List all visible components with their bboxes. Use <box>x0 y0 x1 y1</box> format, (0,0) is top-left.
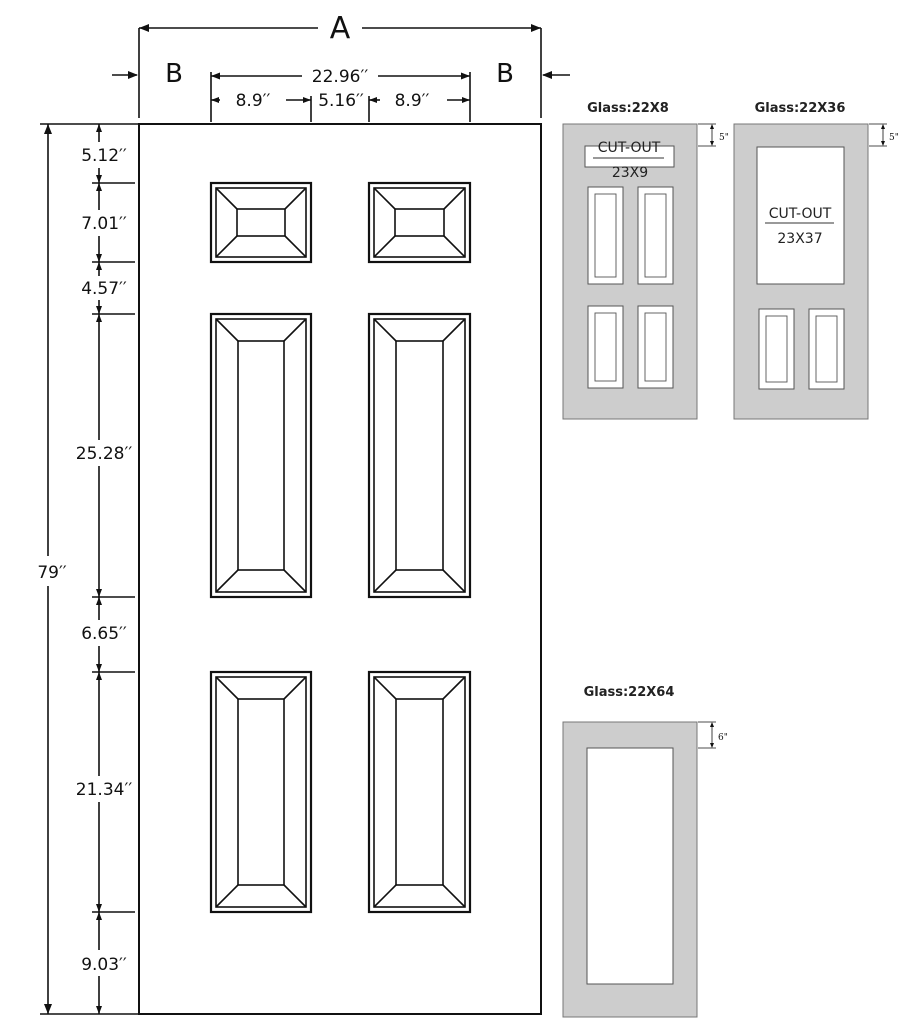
height-segment-5: 6.65′′ <box>81 624 127 644</box>
width-label-a: A <box>329 11 351 46</box>
width-dimensions <box>112 11 570 122</box>
variant-3-cutout <box>587 748 673 984</box>
width-right-panel-label: 8.9′′ <box>394 91 430 111</box>
variant-3-title: Glass:22X64 <box>583 685 675 700</box>
stile-label-left: B <box>165 59 183 89</box>
height-segment-7: 9.03′′ <box>81 955 127 975</box>
variant-2-top-offset: 5" <box>889 133 899 143</box>
height-segment-6: 21.34′′ <box>75 780 133 800</box>
height-dimensions <box>37 124 138 1014</box>
width-inner-label: 22.96′′ <box>311 67 369 87</box>
variant-1-cutout-label: CUT-OUT <box>597 140 661 156</box>
variant-2-cutout-label: CUT-OUT <box>768 206 832 222</box>
door-outline <box>139 124 541 1014</box>
panel-middle-left <box>211 314 311 597</box>
height-segment-3: 4.57′′ <box>81 279 127 299</box>
panel-top-right <box>369 183 470 262</box>
panel-top-left <box>211 183 311 262</box>
variant-glass-22x36 <box>734 101 899 419</box>
width-left-panel-label: 8.9′′ <box>235 91 271 111</box>
width-mullion-label: 5.16′′ <box>318 91 364 111</box>
variant-3-top-offset: 6" <box>718 733 728 743</box>
variant-2-cutout-size: 23X37 <box>777 231 823 247</box>
height-segment-4: 25.28′′ <box>75 444 133 464</box>
variant-1-cutout-size: 23X9 <box>611 165 649 181</box>
panel-middle-right <box>369 314 470 597</box>
variant-1-top-offset: 5" <box>719 133 729 143</box>
height-segment-1: 5.12′′ <box>81 146 127 166</box>
variant-glass-22x8 <box>563 101 729 419</box>
height-segment-2: 7.01′′ <box>81 214 127 234</box>
stile-label-right: B <box>496 59 514 89</box>
panel-bottom-left <box>211 672 311 912</box>
main-door <box>139 124 541 1014</box>
height-total-label: 79′′ <box>37 563 67 583</box>
variant-2-title: Glass:22X36 <box>754 101 846 116</box>
variant-glass-22x64 <box>563 685 728 1017</box>
panel-bottom-right <box>369 672 470 912</box>
variant-1-title: Glass:22X8 <box>587 101 669 116</box>
